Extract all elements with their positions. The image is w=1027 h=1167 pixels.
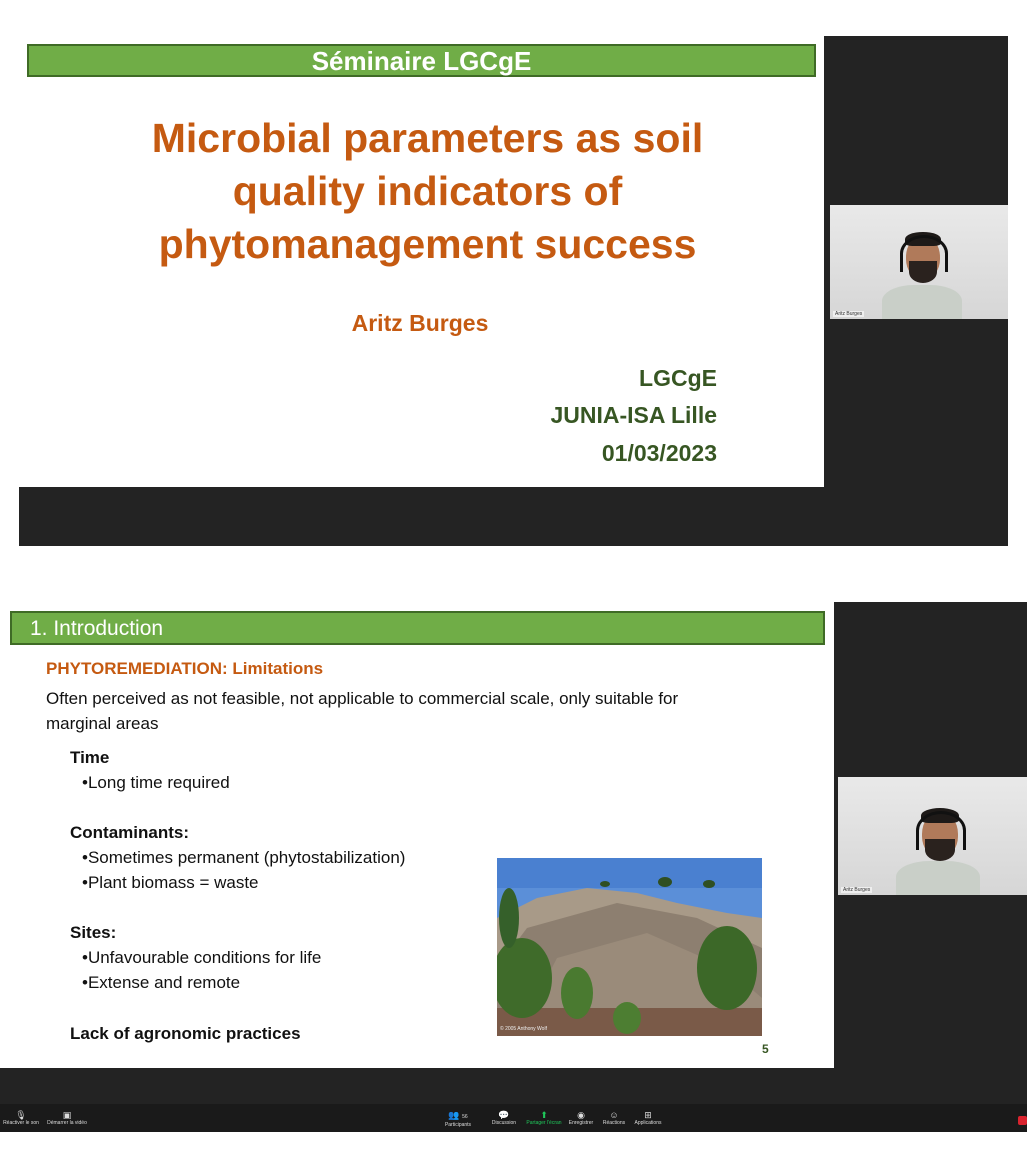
photo-credit: © 2005 Anthony Wolf bbox=[500, 1026, 547, 1032]
start-video-button[interactable]: ▣ Démarrer la vidéo bbox=[44, 1110, 90, 1126]
apps-button[interactable]: ⊞ Applications bbox=[630, 1110, 666, 1126]
bullet-item: •Unfavourable conditions for life bbox=[82, 948, 322, 967]
reactions-button[interactable]: ☺ Réactions bbox=[598, 1110, 630, 1126]
speaker-shirt bbox=[896, 861, 980, 895]
unmute-button[interactable]: 🎙 Réactiver le son bbox=[3, 1110, 39, 1126]
mine-tailings-photo bbox=[497, 858, 762, 1036]
speaker-shirt bbox=[882, 285, 962, 319]
headset-icon bbox=[916, 811, 966, 850]
share-screen-icon: ⬆ bbox=[540, 1110, 548, 1120]
institution-line: JUNIA-ISA Lille bbox=[550, 402, 717, 428]
headset-icon bbox=[900, 235, 948, 272]
microphone-muted-icon: 🎙 bbox=[15, 1110, 27, 1120]
bullet-item: •Long time required bbox=[82, 773, 230, 792]
section-title: PHYTOREMEDIATION: Limitations bbox=[46, 659, 324, 678]
recording-indicator-icon bbox=[1018, 1116, 1027, 1125]
intro-text: Often perceived as not feasible, not applicable to commercial scale, only suitable for marginal areas bbox=[46, 689, 679, 733]
share-screen-button[interactable]: ⬆ Partager l'écran bbox=[524, 1110, 564, 1126]
presentation-date: 01/03/2023 bbox=[601, 440, 717, 466]
group-heading-agronomic: Lack of agronomic practices bbox=[70, 1024, 301, 1043]
participants-button[interactable]: 👥 56 Participants bbox=[440, 1110, 476, 1128]
chat-button[interactable]: 💬 Discussion bbox=[486, 1110, 522, 1126]
landscape-illustration bbox=[497, 858, 762, 1036]
participants-icon: 👥 56 bbox=[448, 1110, 468, 1120]
page-number: 5 bbox=[762, 1042, 769, 1056]
group-heading-sites: Sites: bbox=[70, 923, 117, 942]
participants-count: 56 bbox=[462, 1114, 468, 1120]
bullet-item: •Extense and remote bbox=[82, 973, 241, 992]
section-banner: 1. Introduction bbox=[10, 611, 825, 645]
bullet-item: •Plant biomass = waste bbox=[82, 873, 259, 892]
record-button[interactable]: ◉ Enregistrer bbox=[564, 1110, 598, 1126]
record-icon: ◉ bbox=[577, 1110, 585, 1120]
institution-line: LGCgE bbox=[639, 365, 717, 391]
speaker-video-tile[interactable] bbox=[830, 205, 1008, 319]
slide-title: Microbial parameters as soil quality indicators of phytomanagement success bbox=[151, 115, 704, 267]
group-heading-time: Time bbox=[70, 748, 110, 767]
slide-author: Aritz Burges bbox=[351, 310, 489, 336]
apps-icon: ⊞ bbox=[644, 1110, 652, 1120]
reactions-icon: ☺ bbox=[609, 1110, 619, 1120]
participant-name: Aritz Burges bbox=[843, 887, 871, 893]
bullet-item: •Sometimes permanent (phytostabilization) bbox=[82, 848, 406, 867]
group-heading-contaminants: Contaminants: bbox=[70, 823, 189, 842]
video-off-icon: ▣ bbox=[62, 1110, 72, 1120]
participant-name: Aritz Burges bbox=[835, 311, 863, 317]
chat-icon: 💬 bbox=[498, 1110, 510, 1120]
seminar-banner: Séminaire LGCgE bbox=[27, 44, 816, 77]
speaker-video-tile[interactable] bbox=[838, 777, 1027, 895]
